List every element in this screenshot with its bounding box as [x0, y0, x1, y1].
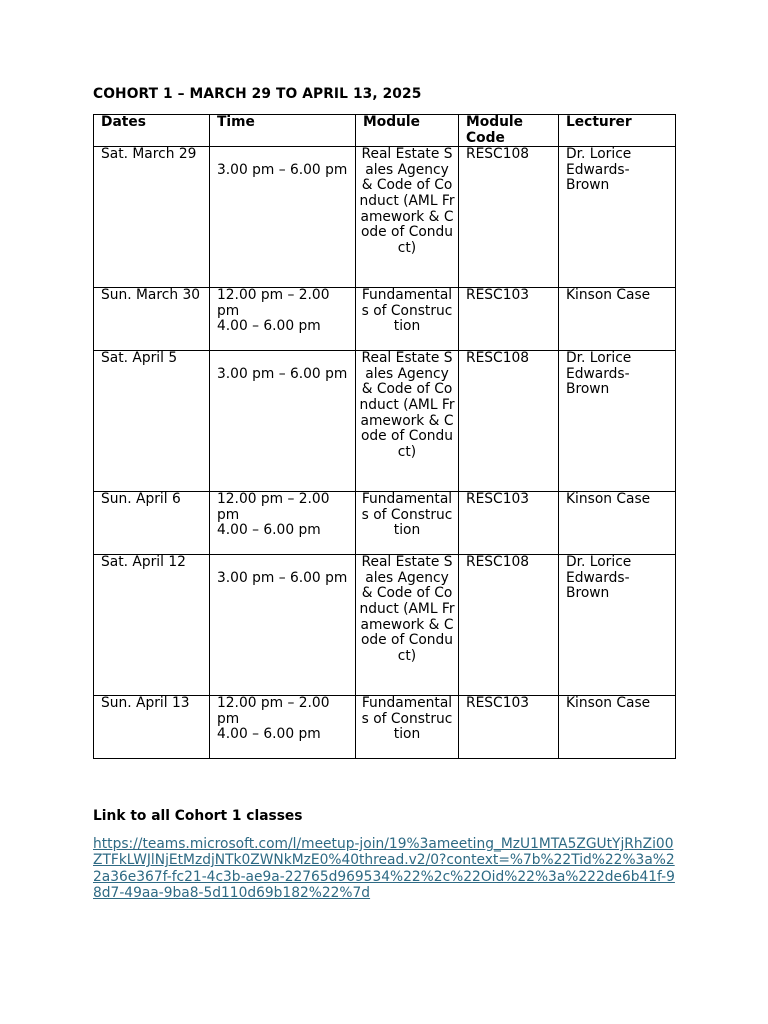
- header-dates: Dates: [94, 115, 210, 147]
- table-row: [94, 696, 676, 759]
- module-code-cell: RESC103: [459, 696, 559, 759]
- time-spacer: [217, 555, 349, 571]
- link-heading: Link to all Cohort 1 classes: [93, 808, 303, 824]
- table-row: [94, 147, 676, 288]
- time-slot: 12.00 pm – 2.00 pm: [217, 695, 330, 727]
- time-cell: [210, 351, 356, 492]
- module-cell: Real Estate Sales Agency & Code of Conduct (AML Framework & Code of Conduct): [356, 147, 459, 288]
- time-cell: [210, 696, 356, 759]
- time-cell: [210, 288, 356, 351]
- time-cell: [210, 555, 356, 696]
- table-row: [94, 351, 676, 492]
- time-slot: 3.00 pm – 6.00 pm: [217, 569, 348, 586]
- module-code-cell: RESC108: [459, 147, 559, 288]
- module-cell: Fundamentals of Construction: [356, 288, 459, 351]
- date-cell: Sun. April 13: [94, 696, 210, 759]
- date-cell: Sat. March 29: [94, 147, 210, 288]
- lecturer-cell: Kinson Case: [559, 696, 676, 759]
- header-time: Time: [210, 115, 356, 147]
- module-cell: Real Estate Sales Agency & Code of Conduct (AML Framework & Code of Conduct): [356, 351, 459, 492]
- header-lecturer: Lecturer: [559, 115, 676, 147]
- module-cell: Fundamentals of Construction: [356, 492, 459, 555]
- date-cell: Sun. March 30: [94, 288, 210, 351]
- time-cell: [210, 492, 356, 555]
- time-spacer: [217, 351, 349, 367]
- schedule-body: [94, 147, 676, 759]
- module-code-cell: RESC103: [459, 288, 559, 351]
- lecturer-cell: Dr. Lorice Edwards-Brown: [559, 555, 676, 696]
- teams-meeting-link[interactable]: https://teams.microsoft.com/l/meetup-join/19%3ameeting_MzU1MTA5ZGUtYjRhZi00ZTFkLWJlNjEtMzdjNTk0ZWNkMzE0%40thread.v2/0?context=%7b%22Tid%22%3a%22a36e367f-fc21-4c3b-ae9a-22765d969534%22%2c%22Oid%22%3a%222de6b41f-98d7-49aa-9ba8-5d110d69b182%22%7d: [93, 836, 675, 902]
- date-cell: Sun. April 6: [94, 492, 210, 555]
- header-module-code: Module Code: [459, 115, 559, 147]
- time-spacer: [217, 147, 349, 163]
- time-slot: 12.00 pm – 2.00 pm: [217, 287, 330, 319]
- time-slot: 12.00 pm – 2.00 pm: [217, 491, 330, 523]
- date-cell: Sat. April 5: [94, 351, 210, 492]
- lecturer-cell: Dr. Lorice Edwards-Brown: [559, 351, 676, 492]
- time-slot: 4.00 – 6.00 pm: [217, 318, 321, 335]
- time-cell: [210, 147, 356, 288]
- module-cell: Fundamentals of Construction: [356, 696, 459, 759]
- cohort-heading: COHORT 1 – MARCH 29 TO APRIL 13, 2025: [93, 86, 422, 102]
- lecturer-cell: Kinson Case: [559, 492, 676, 555]
- time-slot: 4.00 – 6.00 pm: [217, 726, 321, 743]
- schedule-table: [93, 114, 676, 759]
- module-code-cell: RESC103: [459, 492, 559, 555]
- module-cell: Real Estate Sales Agency & Code of Conduct (AML Framework & Code of Conduct): [356, 555, 459, 696]
- time-slot: 3.00 pm – 6.00 pm: [217, 161, 348, 178]
- table-row: [94, 288, 676, 351]
- table-row: [94, 492, 676, 555]
- header-module: Module: [356, 115, 459, 147]
- time-slot: 4.00 – 6.00 pm: [217, 522, 321, 539]
- table-header-row: [94, 115, 676, 147]
- table-row: [94, 555, 676, 696]
- lecturer-cell: Kinson Case: [559, 288, 676, 351]
- module-code-cell: RESC108: [459, 555, 559, 696]
- module-code-cell: RESC108: [459, 351, 559, 492]
- lecturer-cell: Dr. Lorice Edwards-Brown: [559, 147, 676, 288]
- time-slot: 3.00 pm – 6.00 pm: [217, 365, 348, 382]
- date-cell: Sat. April 12: [94, 555, 210, 696]
